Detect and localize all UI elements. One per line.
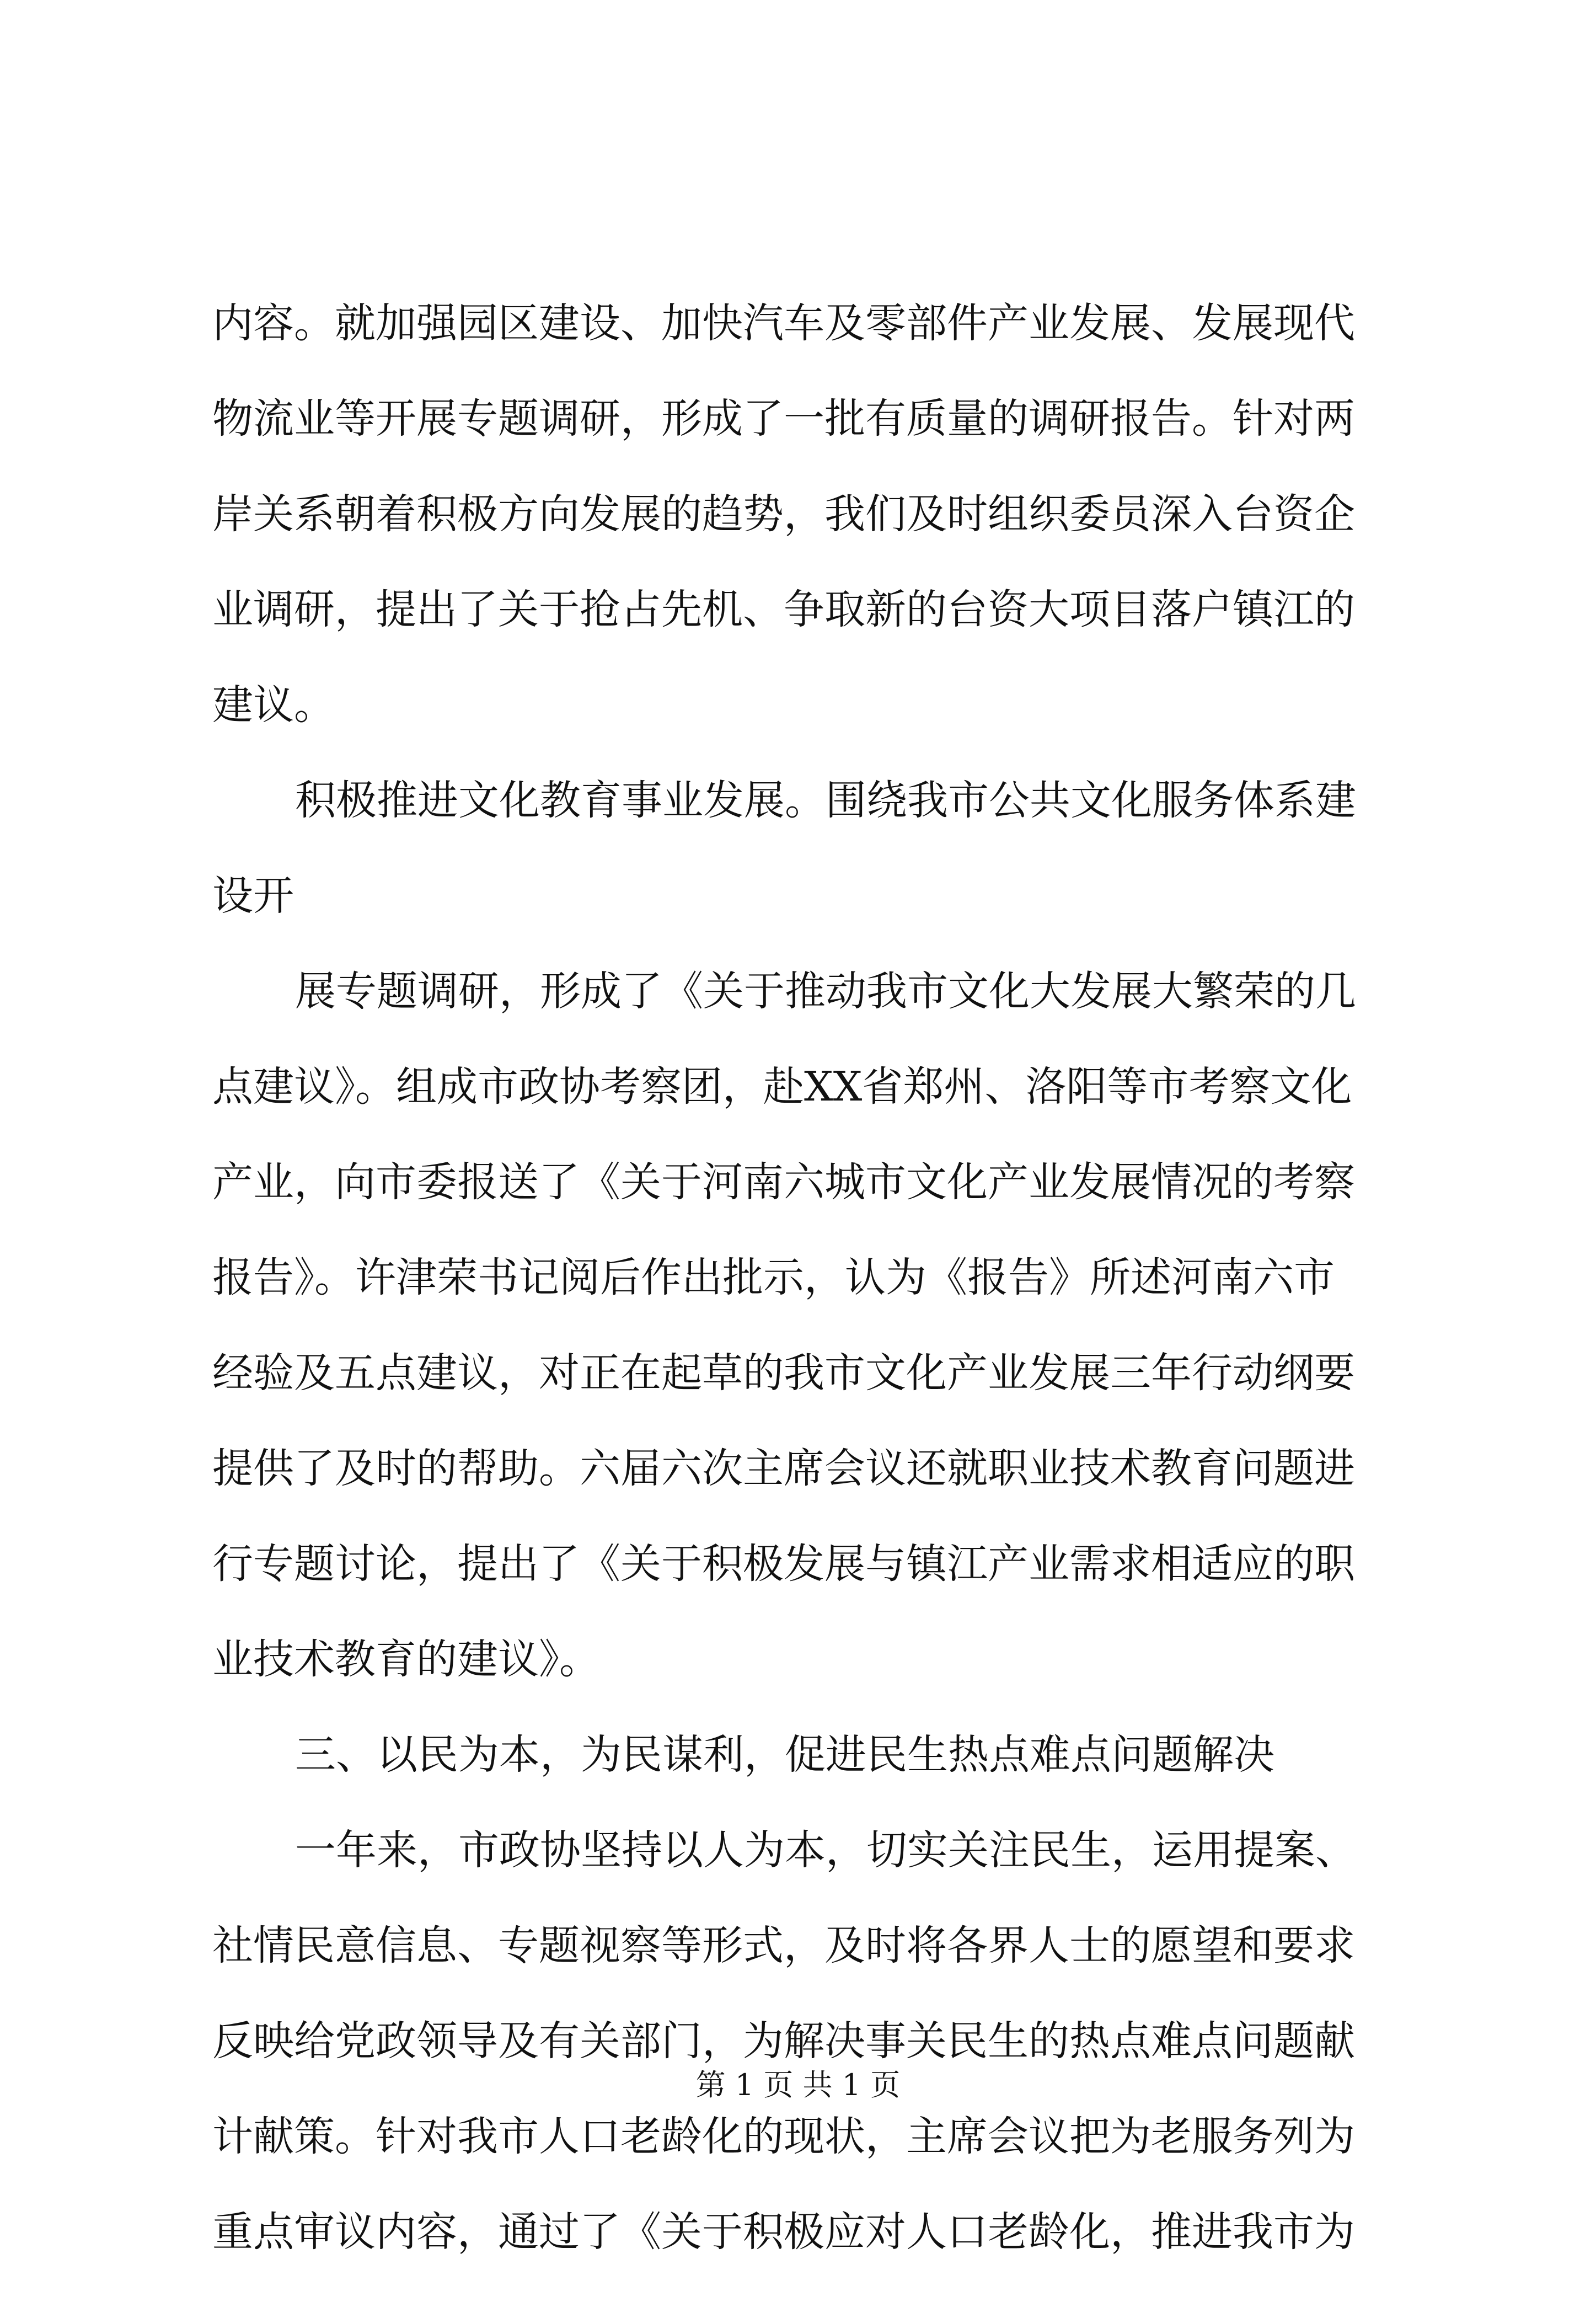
text-line: 行专题讨论，提出了《关于积极发展与镇江产业需求相适应的职 (212, 1540, 1355, 1588)
text-line: 提供了及时的帮助。六届六次主席会议还就职业技术教育问题进 (212, 1445, 1355, 1492)
paragraph-start-line: 展专题调研，形成了《关于推动我市文化大发展大繁荣的几 (295, 968, 1356, 1015)
text-line: 经验及五点建议，对正在起草的我市文化产业发展三年行动纲要 (212, 1349, 1355, 1397)
paragraph-start-line: 积极推进文化教育事业发展。围绕我市公共文化服务体系建 (295, 777, 1356, 824)
text-line: 重点审议内容，通过了《关于积极应对人口老龄化，推进我市为 (212, 2208, 1355, 2256)
text-line: 点建议》。组成市政协考察团，赴XX省郑州、洛阳等市考察文化 (212, 1063, 1352, 1110)
text-line: 产业，向市委报送了《关于河南六城市文化产业发展情况的考察 (212, 1158, 1355, 1206)
text-line: 业技术教育的建议》。 (212, 1636, 600, 1683)
page-footer: 第 1 页 共 1 页 (695, 2068, 901, 2102)
text-line: 物流业等开展专题调研，形成了一批有质量的调研报告。针对两 (212, 395, 1355, 442)
text-line: 报告》。许津荣书记阅后作出批示，认为《报告》所述河南六市 (212, 1254, 1335, 1301)
text-line: 岸关系朝着积极方向发展的趋势，我们及时组织委员深入台资企 (212, 490, 1355, 538)
text-line: 业调研，提出了关于抢占先机、争取新的台资大项目落户镇江的 (212, 586, 1355, 633)
paragraph-start-line: 一年来，市政协坚持以人为本，切实关注民生，运用提案、 (295, 1826, 1356, 1874)
text-line: 设开 (212, 872, 294, 920)
text-line: 社情民意信息、专题视察等形式，及时将各界人士的愿望和要求 (212, 1922, 1355, 1969)
document-body (212, 298, 1404, 2302)
text-line: 内容。就加强园区建设、加快汽车及零部件产业发展、发展现代 (212, 300, 1355, 347)
section-heading: 三、以民为本，为民谋利，促进民生热点难点问题解决 (295, 1731, 1274, 1778)
text-line: 建议。 (212, 681, 335, 729)
text-line: 计献策。针对我市人口老龄化的现状，主席会议把为老服务列为 (212, 2113, 1355, 2160)
text-line: 反映给党政领导及有关部门，为解决事关民生的热点难点问题献 (212, 2017, 1355, 2065)
